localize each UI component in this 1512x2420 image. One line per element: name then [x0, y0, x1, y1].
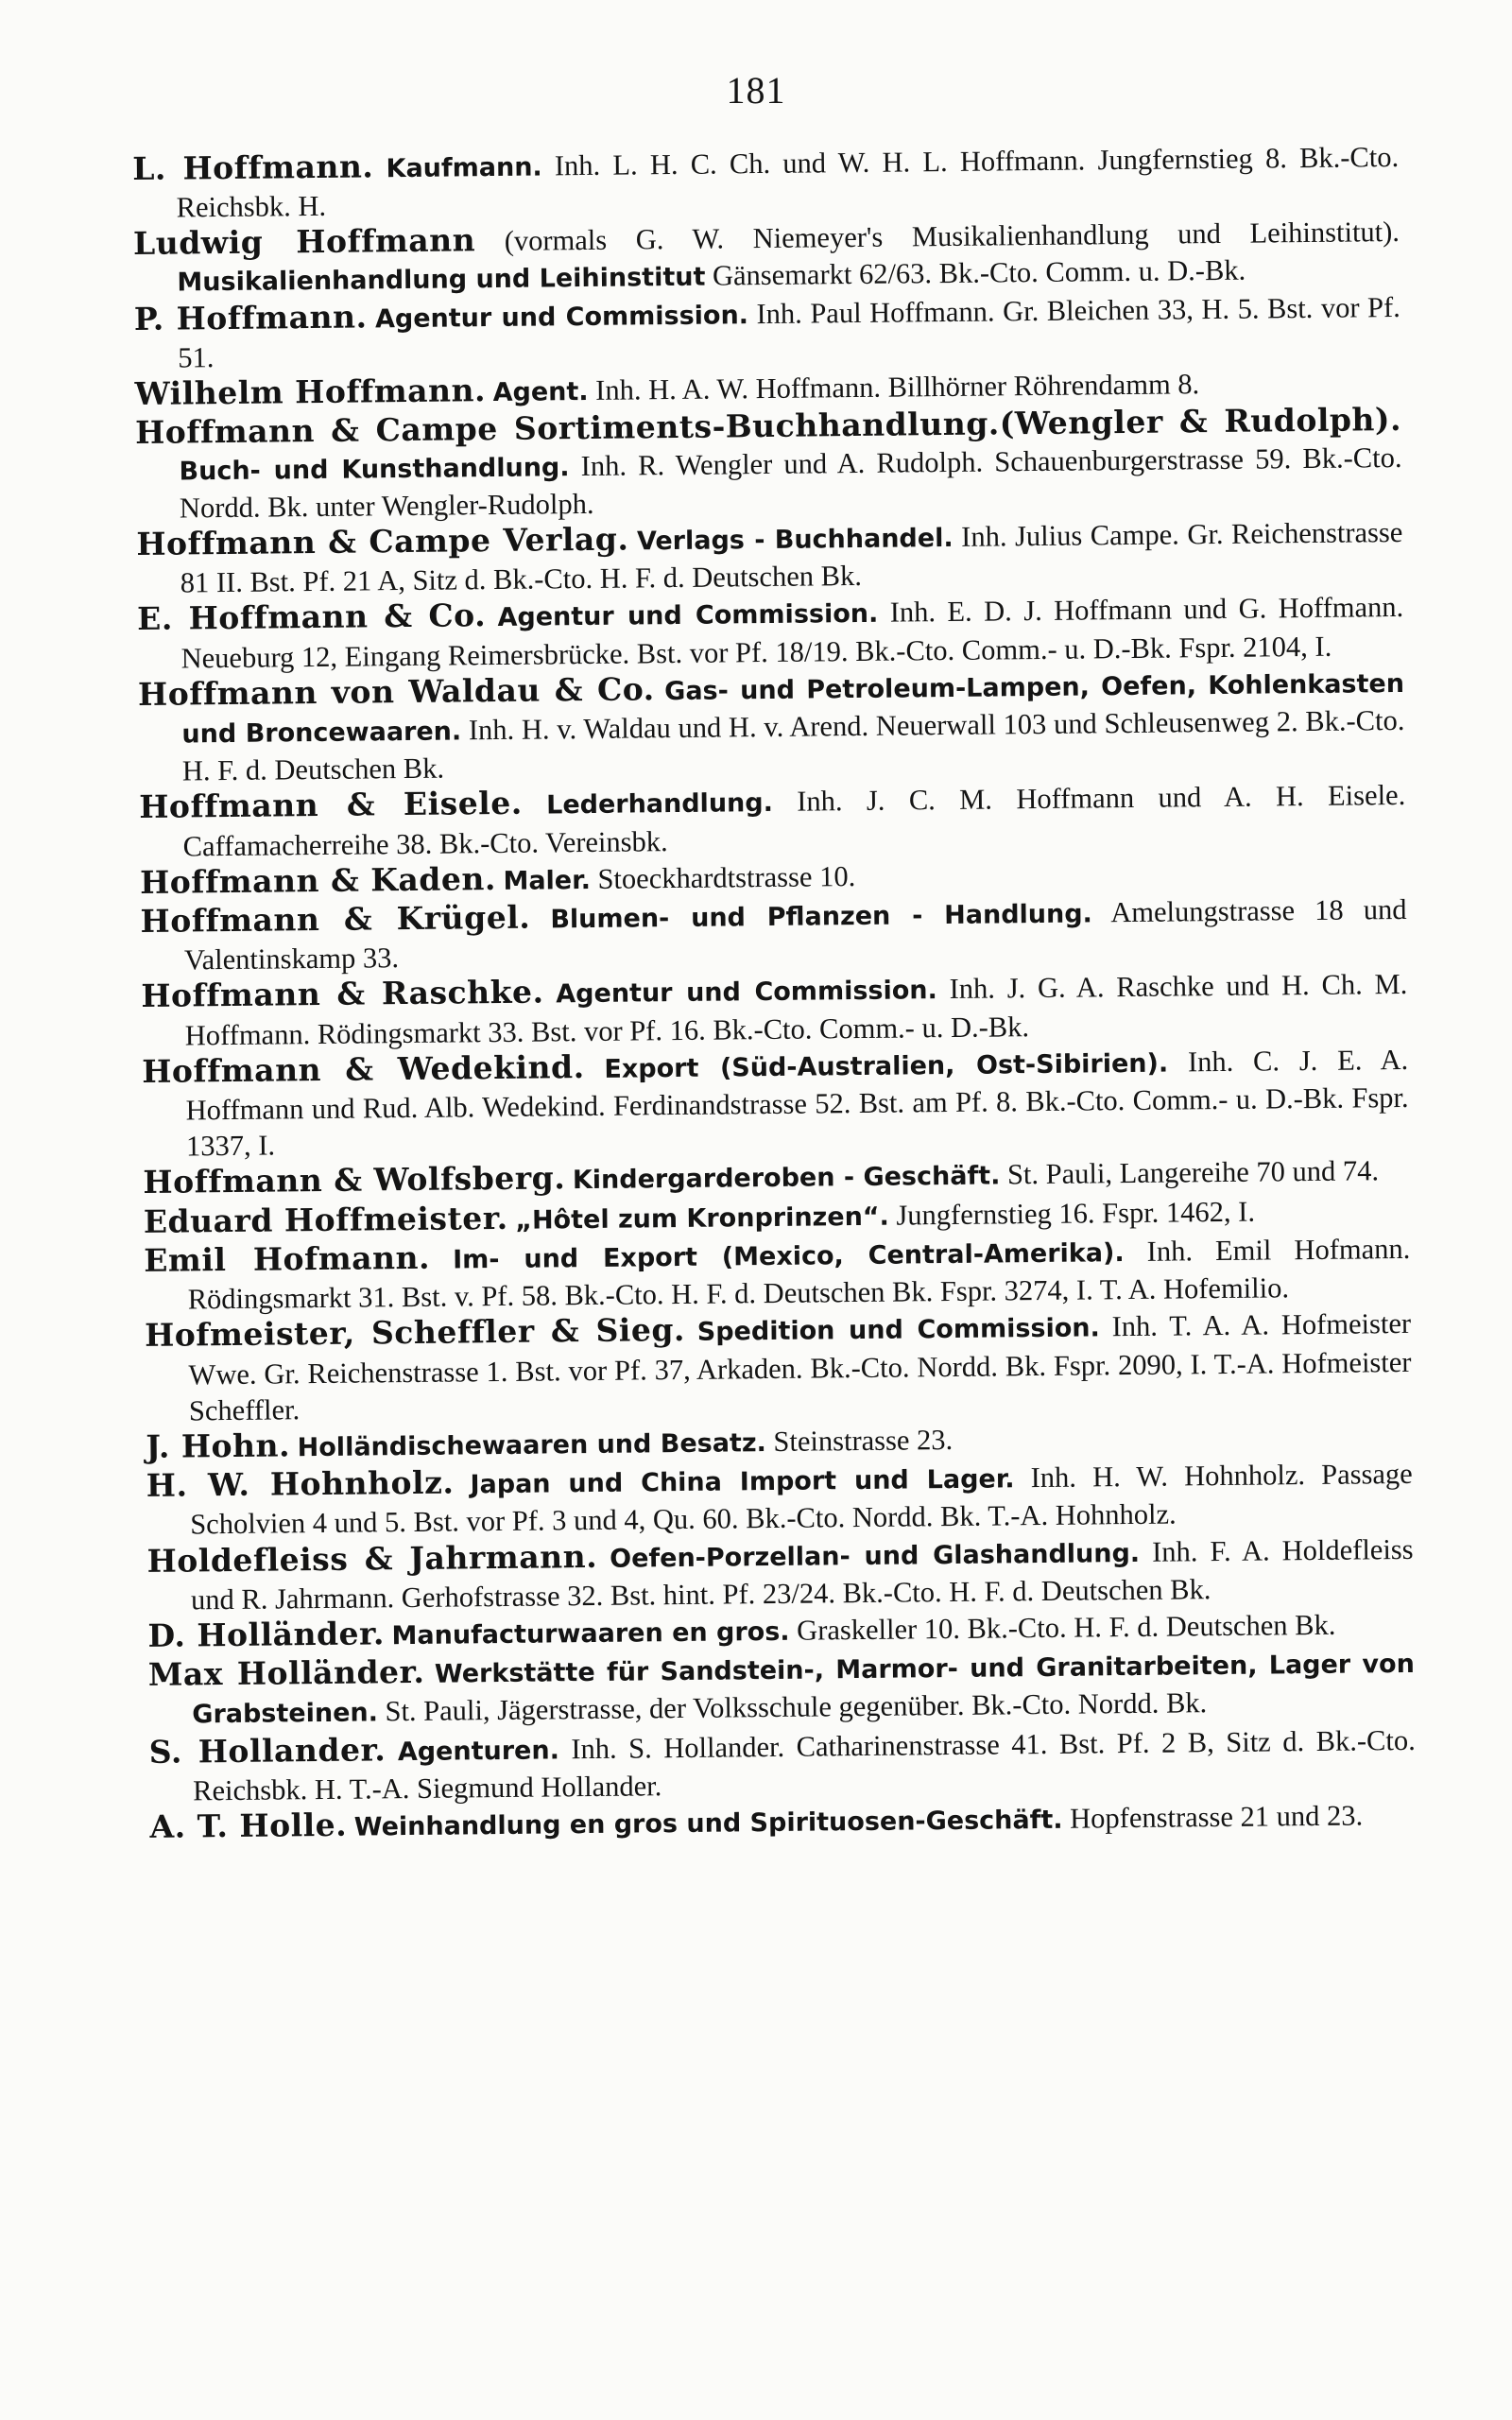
directory-entries — [132, 138, 1417, 1848]
entry-trade: Maler. — [503, 865, 592, 896]
entry-trade: Gas- und Petroleum-Lampen, Oefen, Kohlenkasten und Broncewaaren. — [181, 668, 1405, 750]
entry-detail: Inh. Paul Hoffmann. Gr. Bleichen 33, H. 5. Bst. vor Pf. 51. — [178, 290, 1401, 374]
entry-trade: Agentur und Commission. — [374, 300, 749, 335]
entry-trade: Japan und China Import und Lager. — [470, 1464, 1015, 1500]
directory-entry — [134, 288, 1401, 376]
entry-name: Ludwig Hoffmann — [132, 221, 476, 263]
entry-detail: Inh. E. D. J. Hoffmann und G. Hoffmann. Neueburg 12, Eingang Reimersbrücke. Bst. vor Pf. 18/19. Bk.-Cto. Comm.- u. D.-Bk. Fspr. 2104, I. — [180, 591, 1404, 675]
entry-name: Max Holländer. — [147, 1652, 425, 1694]
entry-name: H. W. Hohnholz. — [146, 1463, 455, 1505]
directory-entry — [149, 1720, 1417, 1808]
entry-trade: Oefen-Porzellan- und Glashandlung. — [609, 1538, 1141, 1574]
directory-entry — [148, 1644, 1416, 1734]
entry-trade: Agentur und Commission. — [556, 976, 937, 1010]
entry-name: A. T. Holle. — [149, 1806, 348, 1845]
directory-entry — [133, 213, 1400, 301]
entry-trade: Kaufmann. — [386, 152, 542, 184]
entry-detail: (vormals G. W. Niemeyer's Musikalienhandlung und Leihinstitut). — [504, 216, 1400, 258]
entry-trade: Kindergarderoben - Geschäft. — [572, 1161, 1001, 1196]
entry-detail: St. Pauli, Jägerstrasse, der Volksschule gegenüber. Bk.-Cto. Nordd. Bk. — [385, 1686, 1208, 1728]
entry-detail: Inh. C. J. E. A. Hoffmann und Rud. Alb. Wedekind. Ferdinandstrasse 52. Bst. am Pf. 8. Bk.-Cto. Comm.- u. D.-Bk. Fspr. 1337, I. — [185, 1043, 1409, 1163]
entry-name: P. Hoffmann. — [133, 298, 368, 337]
entry-detail: Steinstrasse 23. — [773, 1423, 954, 1458]
entry-detail: Inh. H. v. Waldau und H. v. Arend. Neuerwall 103 und Schleusenweg 2. Bk.-Cto. H. F. d. Deutschen Bk. — [181, 703, 1405, 787]
directory-entry — [135, 402, 1402, 527]
entry-name: Hoffmann von Waldau & Co. — [137, 670, 655, 713]
entry-detail: Inh. H. W. Hohnholz. Passage Scholvien 4 und 5. Bst. vor Pf. 3 und 4, Qu. 60. Bk.-Cto. Nordd. Bk. T.-A. Hohnholz. — [190, 1458, 1413, 1541]
entry-trade: Musikalienhandlung und Leihinstitut — [177, 262, 706, 298]
directory-entry — [132, 138, 1400, 226]
entry-detail: Stoeckhardtstrasse 10. — [597, 859, 856, 895]
directory-entry — [142, 1041, 1409, 1166]
directory-entry — [144, 1230, 1411, 1318]
entry-detail: Inh. H. A. W. Hoffmann. Billhörner Röhrendamm 8. — [595, 368, 1200, 407]
directory-entry — [146, 1530, 1414, 1617]
entry-trade: Werkstätte für Sandstein-, Marmor- und Granitarbeiten, Lager von Grabsteinen. — [192, 1650, 1415, 1730]
directory-entry — [141, 965, 1408, 1053]
entry-detail: Graskeller 10. Bk.-Cto. H. F. d. Deutschen Bk. — [797, 1608, 1336, 1647]
entry-name: Hoffmann & Eisele. — [139, 785, 523, 826]
entry-trade: Agent. — [492, 377, 589, 408]
entry-name: Hoffmann & Campe Verlag. — [136, 520, 629, 563]
entry-name: L. Hoffmann. — [131, 147, 374, 187]
directory-entry — [138, 664, 1405, 790]
entry-name: Hoffmann & Wolfsberg. — [143, 1159, 566, 1201]
entry-detail: Inh. Julius Campe. Gr. Reichenstrasse 81 II. Bst. Pf. 21 A, Sitz d. Bk.-Cto. H. F. d. Deutschen Bk. — [180, 515, 1403, 599]
directory-entry — [136, 513, 1403, 601]
entry-trade: Weinhandlung en gros und Spirituosen-Geschäft. — [353, 1805, 1063, 1842]
entry-trade: „Hôtel zum Kronprinzen“. — [515, 1201, 890, 1236]
entry-detail: Hopfenstrasse 21 und 23. — [1069, 1799, 1364, 1835]
entry-trade: Buch- und Kunsthandlung. — [179, 452, 570, 487]
entry-trade: Holländischewaaren und Besatz. — [297, 1427, 766, 1463]
entry-detail: Inh. J. C. M. Hoffmann und A. H. Eisele. Caffamacherreihe 38. Bk.-Cto. Vereinsbk. — [182, 779, 1406, 863]
entry-trade: Spedition und Commission. — [696, 1313, 1100, 1348]
entry-name: Hoffmann & Campe Sortiments-Buchhandlung.(Wengler & Rudolph). — [134, 401, 1402, 452]
entry-name: D. Holländer. — [147, 1615, 386, 1654]
entry-detail: Inh. T. A. A. Hofmeister Wwe. Gr. Reichenstrasse 1. Bst. vor Pf. 37, Arkaden. Bk.-Cto. Nordd. Bk. Fspr. 2090, I. T.-A. Hofmeister Scheffler. — [188, 1307, 1412, 1427]
entry-detail: Inh. Emil Hofmann. Rödingsmarkt 31. Bst. v. Pf. 58. Bk.-Cto. H. F. d. Deutschen Bk. Fspr. 3274, I. T. A. Hofemilio. — [187, 1232, 1411, 1316]
directory-entry — [139, 776, 1406, 864]
page-number: 181 — [726, 69, 786, 112]
entry-detail: Inh. R. Wengler und A. Rudolph. Schauenburgerstrasse 59. Bk.-Cto. Nordd. Bk. unter Wengler-Rudolph. — [179, 441, 1402, 525]
entry-detail: Inh. J. G. A. Raschke und H. Ch. M. Hoffmann. Rödingsmarkt 33. Bst. vor Pf. 16. Bk.-Cto. Comm.- u. D.-Bk. — [184, 968, 1408, 1052]
entry-trade: Manufacturwaaren en gros. — [391, 1616, 790, 1651]
directory-entry — [137, 588, 1404, 676]
entry-name: Hofmeister, Scheffler & Sieg. — [144, 1311, 686, 1355]
directory-entry — [146, 1455, 1414, 1543]
directory-entry — [140, 890, 1407, 978]
entry-detail: St. Pauli, Langereihe 70 und 74. — [1006, 1154, 1380, 1191]
entry-detail: Inh. F. A. Holdefleiss und R. Jahrmann. Gerhofstrasse 32. Bst. hint. Pf. 23/24. Bk.-Cto. H. F. d. Deutschen Bk. — [190, 1532, 1414, 1616]
entry-name: Wilhelm Hoffmann. — [134, 372, 487, 413]
entry-name: Eduard Hoffmeister. — [143, 1199, 508, 1240]
entry-name: Hoffmann & Wedekind. — [141, 1047, 585, 1090]
entry-trade: Agenturen. — [397, 1735, 560, 1767]
entry-name: Hoffmann & Krügel. — [140, 898, 531, 941]
entry-trade: Verlags - Buchhandel. — [636, 523, 954, 557]
entry-trade: Agentur und Commission. — [497, 599, 879, 633]
entry-name: J. Hohn. — [146, 1426, 291, 1465]
entry-trade: Im- und Export (Mexico, Central-Amerika). — [452, 1237, 1125, 1275]
entry-trade: Lederhandlung. — [545, 788, 774, 821]
entry-name: Hoffmann & Kaden. — [139, 859, 497, 901]
entry-name: S. Hollander. — [148, 1730, 387, 1771]
entry-name: E. Hoffmann & Co. — [136, 596, 487, 638]
entry-name: Hoffmann & Raschke. — [141, 973, 544, 1015]
entry-detail: Jungfernstieg 16. Fspr. 1462, I. — [896, 1195, 1256, 1232]
directory-entry — [145, 1305, 1412, 1429]
entry-detail: Amelungstrasse 18 und Valentinskamp 33. — [183, 892, 1407, 977]
entry-detail: Inh. L. H. C. Ch. und W. H. L. Hoffmann. Jungfernstieg 8. Bk.-Cto. Reichsbk. H. — [176, 140, 1400, 224]
entry-detail: Inh. S. Hollander. Catharinenstrasse 41. Bst. Pf. 2 B, Sitz d. Bk.-Cto. Reichsbk. H. T.-A. Siegmund Hollander. — [192, 1723, 1416, 1807]
entry-name: Emil Hofmann. — [144, 1238, 431, 1279]
entry-detail-address: Gänsemarkt 62/63. Bk.-Cto. Comm. u. D.-Bk. — [712, 253, 1246, 292]
entry-trade: Blumen- und Pflanzen - Handlung. — [550, 899, 1093, 935]
entry-name: Holdefleiss & Jahrmann. — [146, 1537, 598, 1580]
entry-trade: Export (Süd-Australien, Ost-Sibirien). — [604, 1048, 1169, 1084]
